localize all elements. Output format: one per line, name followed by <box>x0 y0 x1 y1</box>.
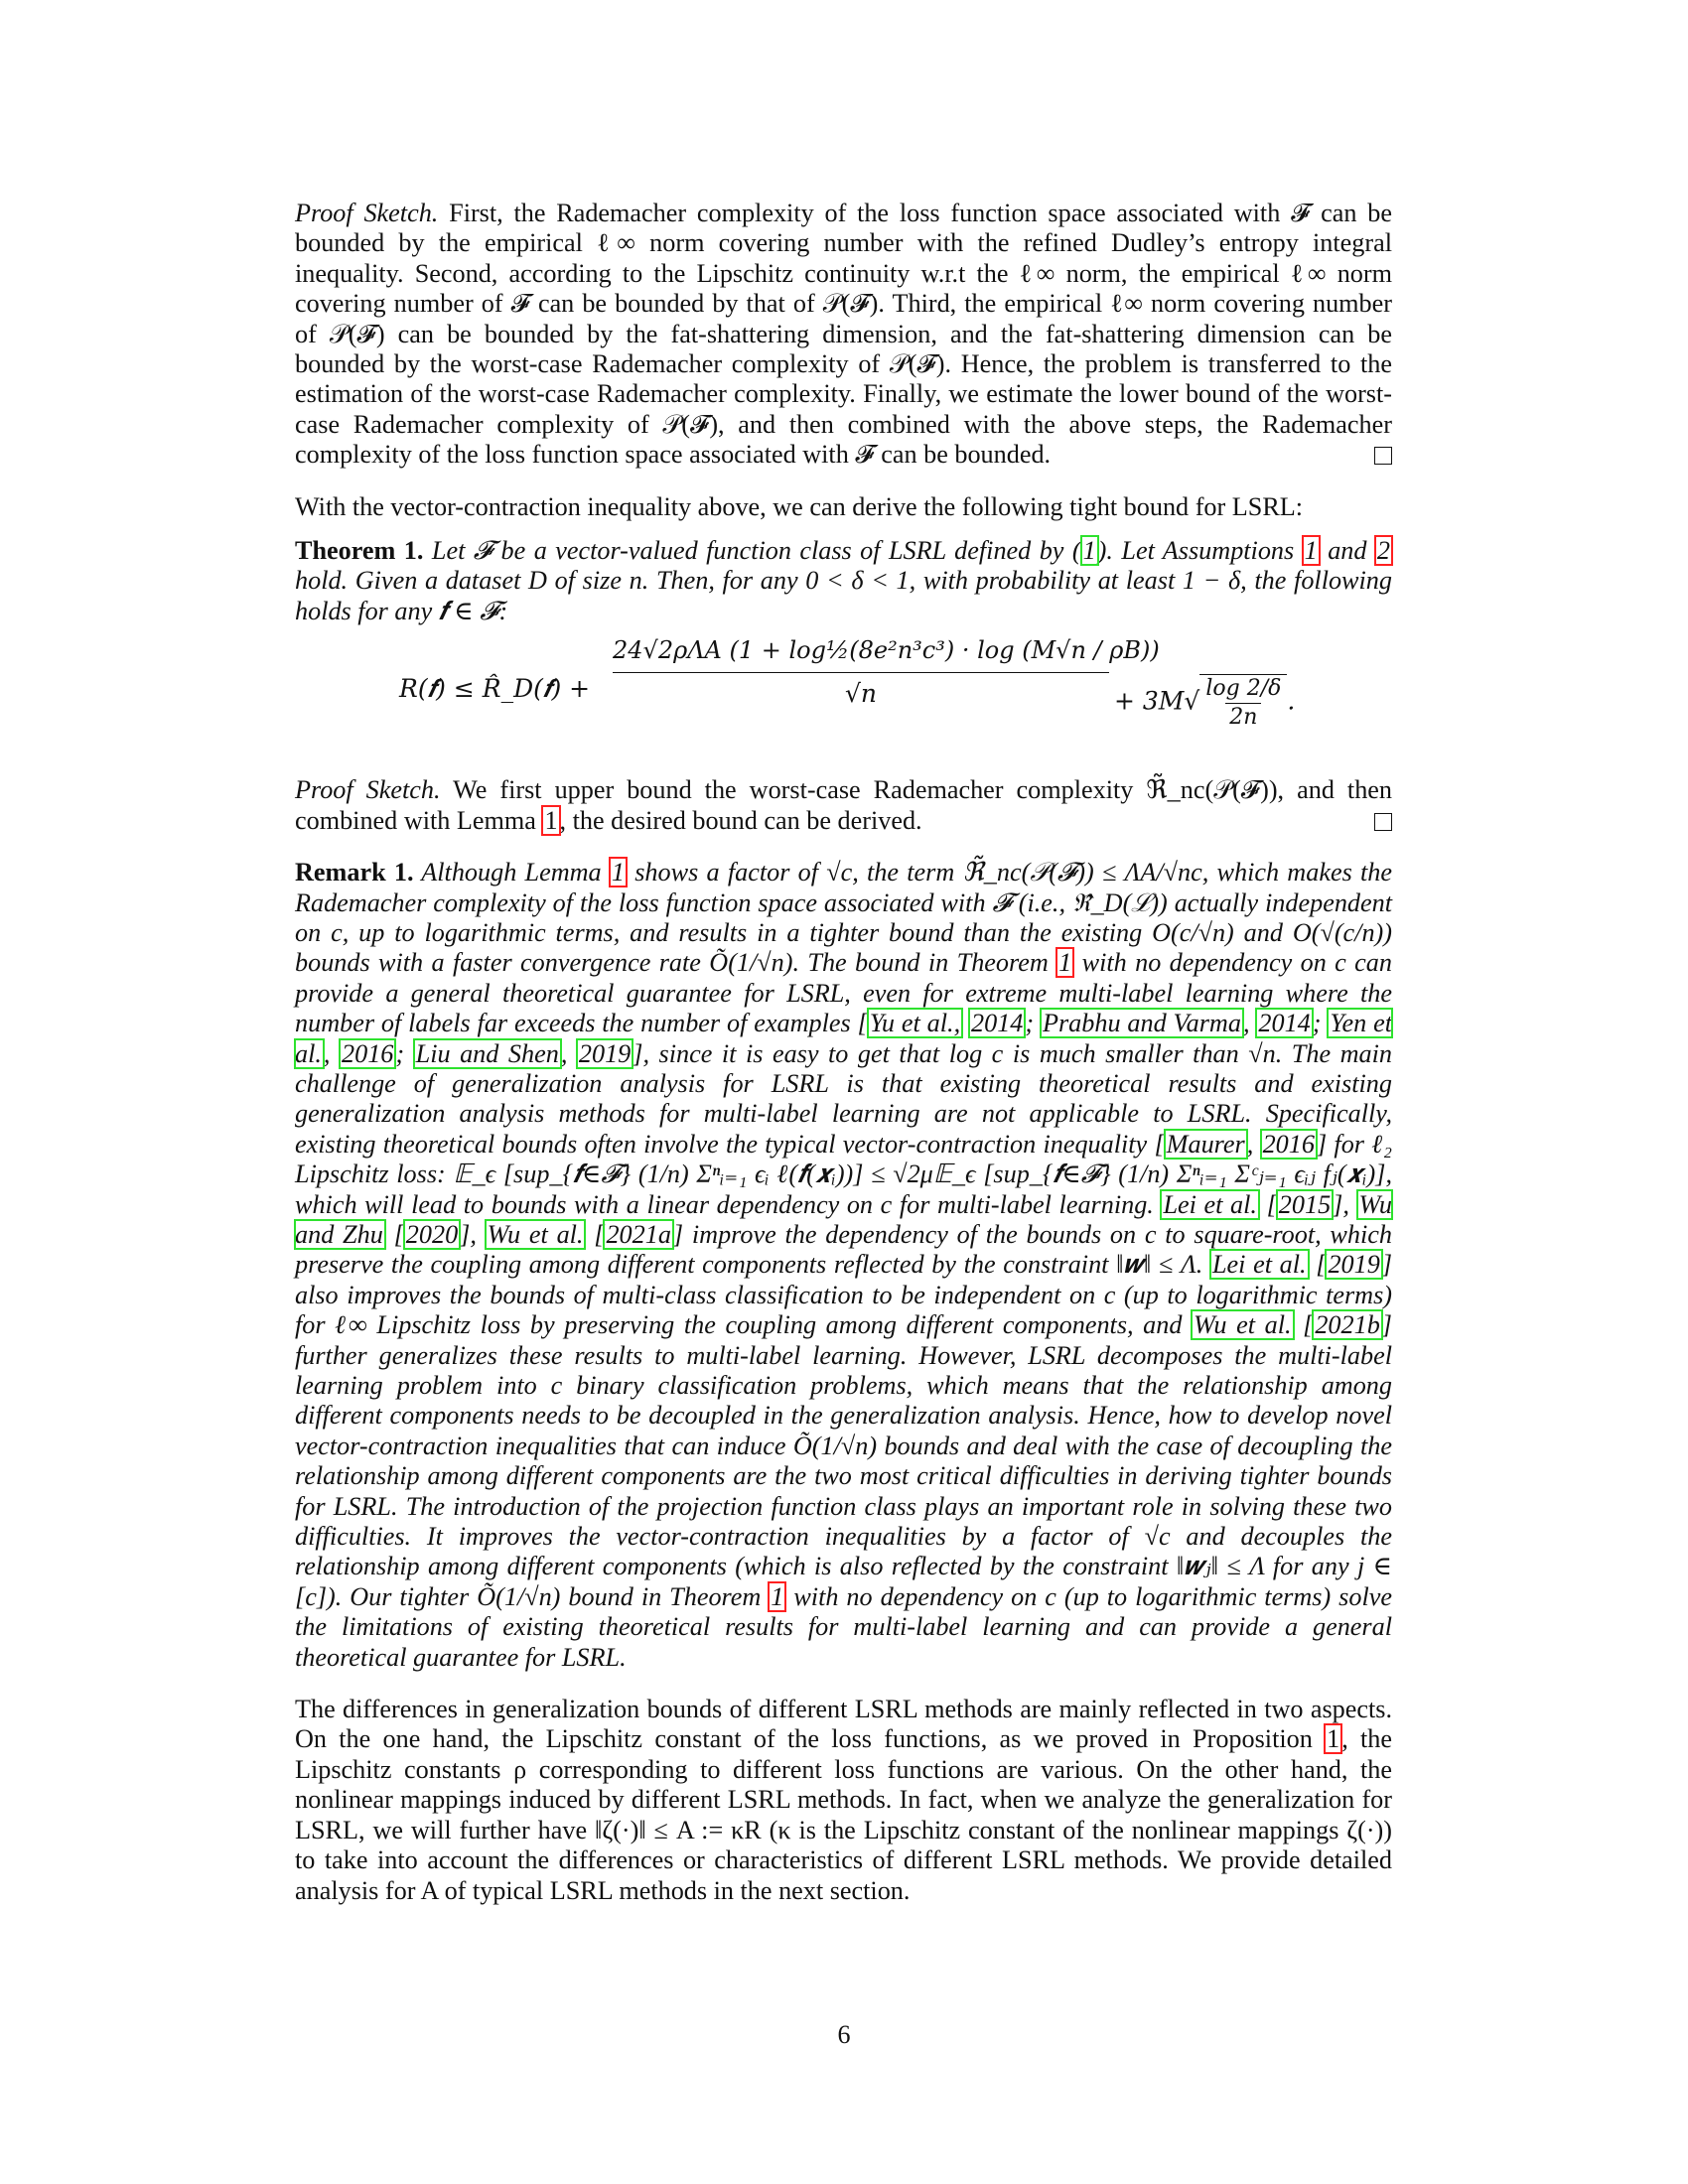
lemma-ref-link[interactable]: 1 <box>611 858 625 887</box>
citation-link[interactable]: 2014 <box>971 1009 1024 1038</box>
citation-link[interactable]: Lei et al. <box>1163 1189 1257 1219</box>
theorem-equation <box>295 636 1392 757</box>
proposition-ref-link[interactable]: 1 <box>1327 1724 1340 1754</box>
equation-end: . <box>1287 686 1296 716</box>
sqrt-numerator: log 2/δ <box>1205 676 1282 702</box>
paragraph-text: The differences in generalization bounds of different LSRL methods are mainly reflected in two aspects. On the one hand, the Lipschitz constant of the loss functions, as we proved in Proposition <box>295 1695 1392 1754</box>
citation-link[interactable]: 2020 <box>405 1219 459 1249</box>
citation-link[interactable]: Maurer <box>1166 1129 1245 1159</box>
remark-text: with no dependency on c (up to logarithmic terms) solve the limitations of existing theoretical results for multi-label learning and can provide a general theoretical guarantee for LSRL. <box>295 1581 1392 1672</box>
sqrt-denominator: 2n <box>1225 703 1261 732</box>
qed-square-icon <box>1374 447 1392 465</box>
theorem-ref-link[interactable]: 1 <box>1058 948 1072 978</box>
remark-text: Although Lemma <box>421 858 610 887</box>
theorem-text: hold. Given a dataset D of size n. Then, for any 0 < δ < 1, with probability at least 1 − δ, the following holds for any 𝒇 ∈ 𝓕: <box>295 566 1392 625</box>
equation-right: + $3M√\frac{\log 2/\delta}{2n}$. <box>1114 676 1296 731</box>
citation-link[interactable]: 2015 <box>1278 1189 1332 1219</box>
citation-link[interactable]: 2021a <box>606 1219 671 1249</box>
citation-link[interactable]: Yen et al. <box>295 1009 1392 1068</box>
remark-text: ], <box>1333 1189 1357 1219</box>
qed-square-icon <box>1374 813 1392 831</box>
proof-text: We first upper bound the worst-case Rademacher complexity ℜ̃_nc(𝒫(𝓕)), and then combined with Lemma <box>295 775 1393 835</box>
paragraph-text: , the Lipschitz constants ρ corresponding to different loss functions are various. On the other hand, the nonlinear mappings induced by different LSRL methods. In fact, when we analyze the generalization for LSRL, we will further have ‖ζ(·)‖ ≤ A := κR (κ is the Lipschitz constant of the nonlinear mappings ζ(·)) to take into account the differences or characteristics of different LSRL methods. We provide detailed analysis for A of typical LSRL methods in the next section. <box>295 1724 1392 1905</box>
citation-link[interactable]: 2014 <box>1258 1009 1311 1038</box>
remark-text: ] for ℓ₂ Lipschitz loss: 𝔼_ϵ [sup_{𝒇∈𝓕} (1/n) Σⁿᵢ₌₁ ϵᵢ ℓ(𝒇(𝒙ᵢ))] ≤ √2μ𝔼_ϵ [sup_{𝒇∈𝓕} (1/n) Σⁿᵢ₌₁ Σᶜⱼ₌₁ ϵᵢⱼ fⱼ(𝒙ᵢ)], which will lead to bounds with a linear dependency on c for multi-label learning. <box>295 1129 1393 1219</box>
theorem-ref-link[interactable]: 1 <box>771 1581 784 1611</box>
theorem-intro: With the vector-contraction inequality above, we can derive the following tight bound for LSRL: <box>295 491 1304 521</box>
theorem-text: ). Let Assumptions <box>1097 536 1303 566</box>
proof-label: Proof Sketch. <box>295 775 441 805</box>
citation-link[interactable]: 2019 <box>578 1038 632 1068</box>
citation-link[interactable]: Prabhu and Varma <box>1042 1009 1241 1038</box>
theorem-label: Theorem 1. <box>295 536 424 566</box>
citation-link[interactable]: 2016 <box>1262 1129 1315 1159</box>
proof-sketch-1 <box>295 199 1392 471</box>
equation-fraction <box>613 636 1160 709</box>
remark-1: Remark 1. Although Lemma 1 shows a factor of √c, the term ℜ̃_nc(𝒫(𝓕)) ≤ ΛA/√nc, which makes the Rademacher complexity of the loss function space associated with 𝓕 (i.e., ℜ̂_D(ℒ)) actually independent on c, up to logarithmic terms, and results in a tighter bound than the existing O(c/√n) and O(√(c/n)) bounds with a faster convergence rate Õ(1/√n). The bound in Theorem 1 with no dependency on c can provide a general theoretical guarantee for LSRL, even for extreme multi-label learning where the number of labels far exceeds the number of examples [Yu et al., 2014; Prabhu and Varma, 2014; Yen et al., 2016; Liu and Shen, 2019], since it is easy to get that log c is much smaller than √n. The main challenge of generalization analysis for LSRL is that existing theoretical results and existing generalization analysis methods for multi-label learning are not applicable to LSRL. Specifically, existing theoretical bounds often involve the typical vector-contraction inequality [Maurer, 2016] for ℓ₂ Lipschitz loss: 𝔼_ϵ [sup_{𝒇∈𝓕} (1/n) Σⁿᵢ₌₁ ϵᵢ ℓ(𝒇(𝒙ᵢ))] ≤ √2μ𝔼_ϵ [sup_{𝒇∈𝓕} (1/n) Σⁿᵢ₌₁ Σᶜⱼ₌₁ ϵᵢⱼ fⱼ(𝒙ᵢ)], which will lead to bounds with a linear dependency on c for multi-label learning. Lei et al. [2015], Wu and Zhu [2020], Wu et al. [2021a] improve the dependency of the bounds on c to square-root, which preserve the coupling among different components reflected by the constraint ‖𝒘‖ ≤ Λ. Lei et al. [2019] also improves the bounds of multi-class classification to be independent on c (up to logarithmic terms) for ℓ∞ Lipschitz loss by preserving the coupling among different components, and Wu et al. [2021b] further generalizes these results to multi-label learning. However, LSRL decomposes the multi-label learning problem into c binary classification problems, which means that the relationship among different components needs to be decoupled in the generalization analysis. Hence, how to develop novel vector-contraction inequalities that can induce Õ(1/√n) bounds and deal with the case of decoupling the relationship among different components are the two most critical difficulties in deriving tighter bounds for LSRL. The introduction of the projection function class plays an important role in solving these two difficulties. It improves the vector-contraction inequalities by a factor of √c and decouples the relationship among different components (which is also reflected by the constraint ‖𝒘ⱼ‖ ≤ Λ for any j ∈ [c]). Our tighter Õ(1/√n) bound in Theorem 1 with no dependency on c (up to logarithmic terms) solve the limitations of existing theoretical results for multi-label learning and can provide a general theoretical guarantee for LSRL. <box>295 858 1393 1672</box>
citation-link[interactable]: Wu et al. <box>487 1219 584 1249</box>
citation-separator: ; <box>1025 1009 1041 1038</box>
remark-text: ] also improves the bounds of multi-class classification to be independent on c (up to logarithmic terms) for ℓ∞ Lipschitz loss by preserving the coupling among different components, and <box>295 1250 1393 1340</box>
remark-text: shows a factor of √c, the term ℜ̃_nc(𝒫(𝓕)) ≤ ΛA/√nc, which makes the Rademacher complexity of the loss function space associated with 𝓕 (i.e., ℜ̂_D(ℒ)) actually independent on c, up to logarithmic terms, and results in a tighter bound than the existing O(c/√n) and O(√(c/n)) bounds with a faster convergence rate Õ(1/√n). The bound in Theorem <box>295 858 1392 978</box>
page-number: 6 <box>837 2020 851 2049</box>
citation-link[interactable]: Wu and Zhu <box>295 1189 1392 1249</box>
proof-text: , the desired bound can be derived. <box>559 805 922 835</box>
lemma-ref-link[interactable]: 1 <box>544 805 558 835</box>
theorem-text: and <box>1319 536 1375 566</box>
final-paragraph <box>295 1695 1392 1906</box>
theorem-text: Let 𝓕 be a vector-valued function class of LSRL defined by ( <box>431 536 1081 566</box>
citation-link[interactable]: Liu and Shen <box>415 1038 559 1068</box>
proof-text: First, the Rademacher complexity of the loss function space associated with 𝓕 can be bounded by the empirical ℓ∞ norm covering number with the refined Dudley’s entropy integral inequality. Second, according to the Lipschitz continuity w.r.t the ℓ∞ norm, the empirical ℓ∞ norm covering number of 𝓕 can be bounded by that of 𝒫(𝓕). Third, the empirical ℓ∞ norm covering number of 𝒫(𝓕) can be bounded by the fat-shattering dimension, and the fat-shattering dimension can be bounded by the worst-case Rademacher complexity of 𝒫(𝓕). Hence, the problem is transferred to the estimation of the worst-case Rademacher complexity. Finally, we estimate the lower bound of the worst-case Rademacher complexity of 𝒫(𝓕), and then combined with the above steps, the Rademacher complexity of the loss function space associated with 𝓕 can be bounded. <box>295 199 1392 470</box>
citation-link[interactable]: Lei et al. <box>1211 1250 1307 1280</box>
assumption-ref-link[interactable]: 2 <box>1376 536 1391 566</box>
remark-text: with no dependency on c can provide a general theoretical guarantee for LSRL, even for extreme multi-label learning where the number of labels far exceeds the number of examples [ <box>295 948 1392 1038</box>
citation-separator: , <box>1242 1009 1257 1038</box>
remark-text: ], since it is easy to get that log c is much smaller than √n. The main challenge of generalization analysis for LSRL is that existing theoretical results and existing generalization analysis methods for multi-label learning are not applicable to LSRL. Specifically, existing theoretical bounds often involve the typical vector-contraction inequality [ <box>295 1038 1392 1159</box>
equation-plus: + 3M <box>1114 686 1185 716</box>
equation-numerator: 24√2ρΛA (1 + log½(8e²n³c³) · log (M√n / ρB)) <box>613 636 1160 665</box>
equation-denominator: √n <box>844 679 878 709</box>
proof-sketch-2 <box>295 775 1392 836</box>
equation-left: R(𝒇) ≤ R̂_D(𝒇) + <box>399 674 591 704</box>
paper-page <box>295 199 1392 1906</box>
citation-link[interactable]: 2016 <box>342 1038 394 1068</box>
fraction-bar <box>613 672 1109 673</box>
remark-label: Remark 1. <box>295 858 414 887</box>
citation-link[interactable]: 2021b <box>1315 1310 1380 1340</box>
assumption-ref-link[interactable]: 1 <box>1304 536 1318 566</box>
citation-link[interactable]: 2019 <box>1328 1250 1380 1280</box>
citation-link[interactable]: Yu et al., <box>869 1009 961 1038</box>
equation-sqrt <box>1199 674 1287 732</box>
proof-label: Proof Sketch. <box>295 199 439 227</box>
theorem-1 <box>295 536 1392 626</box>
remark-text: ] improve the dependency of the bounds on c to square-root, which preserve the coupling among different components reflected by the constraint ‖𝒘‖ ≤ Λ. <box>295 1219 1392 1280</box>
eq-ref-link[interactable]: 1 <box>1082 536 1096 566</box>
remark-text: ] further generalizes these results to multi-label learning. However, LSRL decomposes the multi-label learning problem into c binary classification problems, which means that the relationship among different components needs to be decoupled in the generalization analysis. Hence, how to develop novel vector-contraction inequalities that can induce Õ(1/√n) bounds and deal with the case of decoupling the relationship among different components are the two most critical difficulties in deriving tighter bounds for LSRL. The introduction of the projection function class plays an important role in solving these two difficulties. It improves the vector-contraction inequalities by a factor of √c and decouples the relationship among different components (which is also reflected by the constraint ‖𝒘ⱼ‖ ≤ Λ for any j ∈ [c]). Our tighter Õ(1/√n) bound in Theorem <box>295 1310 1392 1611</box>
citation-link[interactable]: Wu et al. <box>1194 1310 1292 1340</box>
